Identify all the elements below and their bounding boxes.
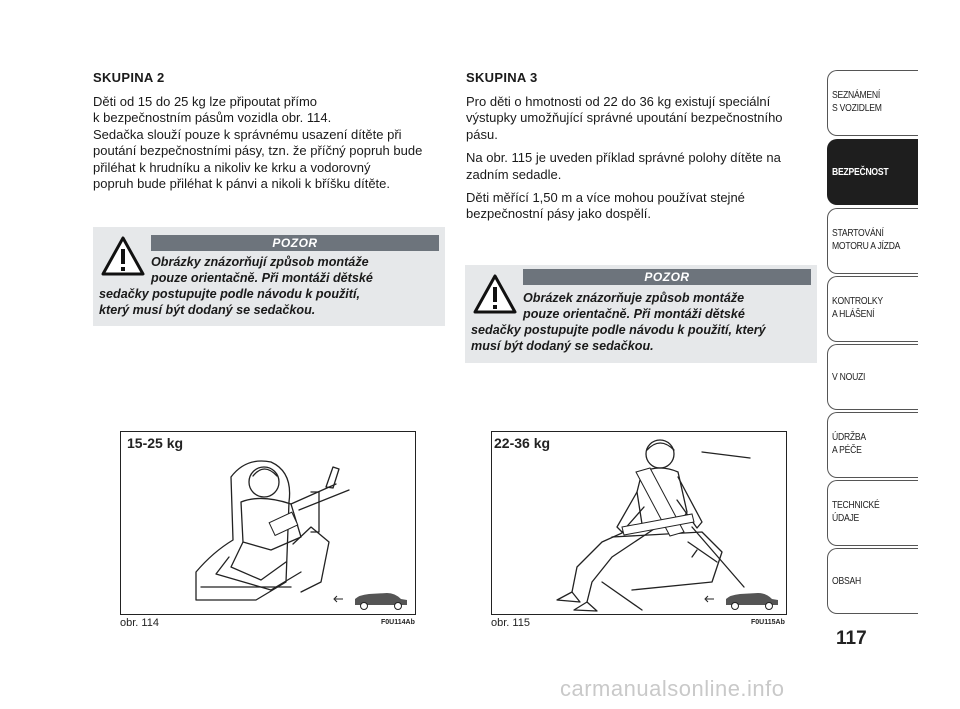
tab-technicke-udaje[interactable]: TECHNICKÉ ÚDAJE [827, 480, 918, 546]
figure-caption-114: obr. 114 [120, 617, 159, 629]
figure-label: 22-36 kg [494, 435, 551, 451]
warning-box-right [465, 265, 817, 363]
warning-title: POZOR [523, 269, 811, 285]
warning-text: Obrázky znázorňují způsob montáže pouze orientačně. Při montáži dětské sedačky postupujte podle návodu k použití, který musí být dodaný se sedačkou. [99, 255, 373, 317]
figure-code-114: F0U114Ab [381, 619, 415, 626]
tab-bezpecnost[interactable]: BEZPEČNOST [827, 139, 918, 205]
car-icon [331, 587, 411, 612]
group-2-paragraph: Děti od 15 do 25 kg lze připoutat přímo k bezpečnostním pásům vozidla obr. 114. Sedačka slouží pouze k správnému usazení dítěte při poutání bezpečnostními pásy, tzn. že příčný popruh bude přiléhat k hrudníku a nikoliv ke krku a vodorovný popruh bude přiléhat k pánvi a nikoli k bříšku dítěte. [93, 94, 423, 192]
watermark: carmanualsonline.info [560, 676, 785, 701]
tab-obsah[interactable]: OBSAH [827, 548, 918, 614]
group-3-text: Pro děti o hmotnosti od 22 do 36 kg existují speciální výstupky umožňující správné upoutání bezpečnostního pásu. Na obr. 115 je uveden příklad správné polohy dítěte na zadním sedadle. Děti měřící 1,50 m a více mohou používat stejné bezpečnostní pásy jako dospělí. [466, 94, 783, 222]
warning-text: Obrázek znázorňuje způsob montáže pouze orientačně. Při montáži dětské sedačky postupujte podle návodu k použití, který musí být dodaný se sedačkou. [471, 291, 766, 353]
section-heading-group-2: SKUPINA 2 [93, 70, 165, 85]
figure-caption-115: obr. 115 [491, 617, 530, 629]
tab-startovani-motoru-a-jizda[interactable]: STARTOVÁNÍ MOTORU A JÍZDA [827, 208, 918, 274]
warning-title: POZOR [151, 235, 439, 251]
figure-115 [491, 431, 787, 615]
section-heading-group-3: SKUPINA 3 [466, 70, 538, 85]
tab-kontrolky-a-hlaseni[interactable]: KONTROLKY A HLÁŠENÍ [827, 276, 918, 342]
tab-udrzba-a-pece[interactable]: ÚDRŽBA A PÉČE [827, 412, 918, 478]
tab-v-nouzi[interactable]: V NOUZI [827, 344, 918, 410]
figure-114 [120, 431, 416, 615]
figure-code-115: F0U115Ab [751, 619, 785, 626]
tab-seznameni-s-vozidlem[interactable]: SEZNÁMENÍ S VOZIDLEM [827, 70, 918, 136]
car-icon [702, 587, 782, 612]
warning-box-left [93, 227, 445, 326]
page-number: 117 [836, 628, 867, 649]
figure-label: 15-25 kg [127, 435, 184, 451]
